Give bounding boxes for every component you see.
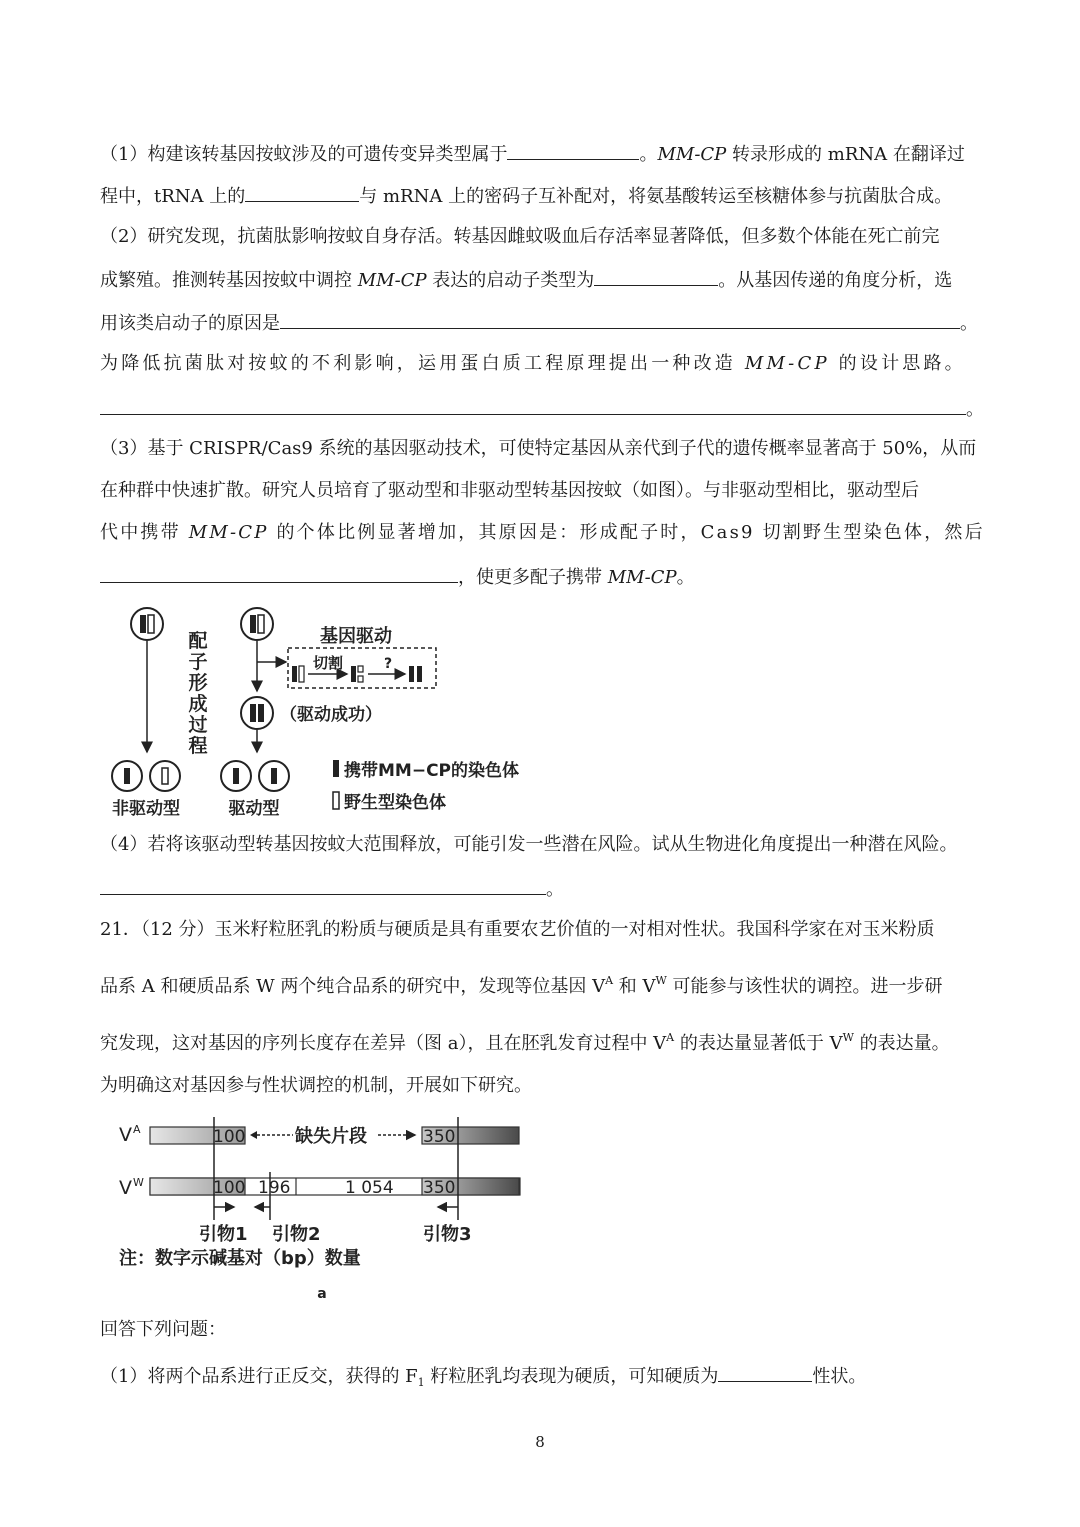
q20-part2-line1: （2）研究发现，抗菌肽影响按蚊自身存活。转基因雌蚊吸血后存活率显著降低，但多数个体能在死亡前完	[100, 226, 940, 247]
gamete-mm-cp-icon	[112, 761, 142, 791]
repaired-chromosome-pair-icon	[409, 666, 422, 682]
legend-wild-swatch	[333, 792, 339, 809]
vw-196-label: 196	[258, 1178, 291, 1198]
answer-blank[interactable]	[718, 1363, 812, 1382]
gene-drive-figure	[100, 600, 540, 830]
vertical-label-char: 成	[188, 693, 208, 715]
figure-caption: a	[317, 1286, 327, 1302]
drive-label: 驱动型	[228, 799, 280, 819]
cut-label: 切割	[312, 654, 344, 672]
answer-prompt: 回答下列问题：	[100, 1319, 226, 1340]
figure-note: 注：数字示碱基对（bp）数量	[119, 1248, 361, 1269]
q20-part4-line2: 。	[100, 876, 564, 902]
answer-blank[interactable]	[507, 141, 639, 160]
q21-stem-line4: 为明确这对基因参与性状调控的机制，开展如下研究。	[100, 1075, 532, 1096]
vertical-label-char: 程	[188, 735, 208, 757]
gene-sequence-figure	[100, 1112, 540, 1302]
page-number: 8	[535, 1433, 545, 1451]
q20-part1-line2: 程中，tRNA 上的 与 mRNA 上的密码子互补配对，将氨基酸转运至核糖体参与抗菌肽合成。	[100, 183, 952, 209]
va-350-label: 350	[423, 1127, 456, 1147]
q20-part2-line5: 。	[100, 396, 984, 422]
drive-success-label: （驱动成功）	[280, 705, 382, 725]
q21-part1: （1）将两个品系进行正反交，获得的 $F_1$ 籽粒胚乳均表现为硬质，可知硬质为 性状。	[100, 1363, 866, 1395]
legend-mm-cp-label: 携带MM−CP的染色体	[344, 761, 520, 781]
parent-chromosome-pair-icon	[241, 608, 273, 640]
vw-label: V	[119, 1177, 132, 1199]
deleted-fragment-label: 缺失片段	[295, 1126, 367, 1147]
vw-100-label: 100	[213, 1178, 246, 1198]
gamete-mm-cp-icon	[221, 761, 251, 791]
question-mark: ?	[383, 656, 393, 672]
answer-blank[interactable]	[100, 396, 966, 415]
q21-stem-line1: 21．（12 分）玉米籽粒胚乳的粉质与硬质是具有重要农艺价值的一对相对性状。我国科学家在对玉米粉质	[100, 919, 935, 940]
va-100-label: 100	[213, 1127, 246, 1147]
q20-part2-line3: 用该类启动子的原因是 。	[100, 310, 978, 336]
q20-part3-line4: ，使更多配子携带 MM-CP。	[100, 564, 695, 590]
va-label: V	[119, 1124, 132, 1146]
answer-blank[interactable]	[594, 267, 718, 286]
primer3-label: 引物3	[423, 1224, 472, 1245]
vertical-label-char: 形	[188, 672, 208, 694]
q20-part3-line1: （3）基于 CRISPR/Cas9 系统的基因驱动技术，可使特定基因从亲代到子代的遗传概率显著高于 50%，从而	[100, 438, 977, 459]
q20-part1-line1: （1）构建该转基因按蚊涉及的可遗传变异类型属于 。MM-CP 转录形成的 mRNA 在翻译过	[100, 141, 965, 167]
q21-stem-line2: 品系 A 和硬质品系 W 两个纯合品系的研究中，发现等位基因 $V^A$ 和 $V^W$ 可能参与该性状的调控。进一步研	[100, 974, 943, 997]
legend-wild-label: 野生型染色体	[344, 793, 446, 813]
chromosome-pair-icon	[292, 666, 304, 682]
non-drive-label: 非驱动型	[112, 799, 180, 819]
arrow-head	[250, 1131, 257, 1139]
answer-blank[interactable]	[245, 183, 359, 202]
vw-350-label: 350	[423, 1178, 456, 1198]
parent-chromosome-pair-icon	[131, 608, 163, 640]
q20-part4-line1: （4）若将该驱动型转基因按蚊大范围释放，可能引发一些潜在风险。试从生物进化角度提出一种潜在风险。	[100, 834, 958, 855]
vertical-label-char: 配	[188, 630, 208, 652]
answer-blank[interactable]	[100, 876, 546, 895]
va-superscript: A	[133, 1123, 141, 1136]
q20-part3-line2: 在种群中快速扩散。研究人员培育了驱动型和非驱动型转基因按蚊（如图）。与非驱动型相比，驱动型后	[100, 480, 919, 501]
vw-superscript: W	[133, 1176, 144, 1189]
primer1-label: 引物1	[199, 1224, 248, 1245]
vw-1054-label: 1 054	[345, 1178, 394, 1198]
gamete-wild-icon	[150, 761, 180, 791]
cut-chromosome-icon	[351, 666, 363, 682]
vertical-label-char: 子	[188, 651, 208, 673]
legend-mm-cp-swatch	[333, 760, 339, 777]
q20-part2-line2: 成繁殖。推测转基因按蚊中调控 MM-CP 表达的启动子类型为 。从基因传递的角度分析，选	[100, 267, 952, 293]
answer-blank[interactable]	[280, 310, 960, 329]
q21-stem-line3: 究发现，这对基因的序列长度存在差异（图 a），且在胚乳发育过程中 $V^A$ 的表达量显著低于 $V^W$ 的表达量。	[100, 1031, 950, 1054]
answer-blank[interactable]	[100, 564, 458, 583]
homozygous-chromosome-pair-icon	[241, 697, 273, 729]
gene-drive-label: 基因驱动	[320, 626, 392, 647]
gamete-mm-cp-icon	[259, 761, 289, 791]
vertical-label-char: 过	[188, 714, 208, 736]
q20-part2-line4: 为降低抗菌肽对按蚊的不利影响，运用蛋白质工程原理提出一种改造 MM-CP 的设计思路。	[100, 353, 966, 374]
q20-part3-line3: 代中携带 MM-CP 的个体比例显著增加，其原因是：形成配子时，Cas9 切割野生型染色体，然后	[100, 522, 985, 543]
primer2-label: 引物2	[272, 1224, 321, 1245]
